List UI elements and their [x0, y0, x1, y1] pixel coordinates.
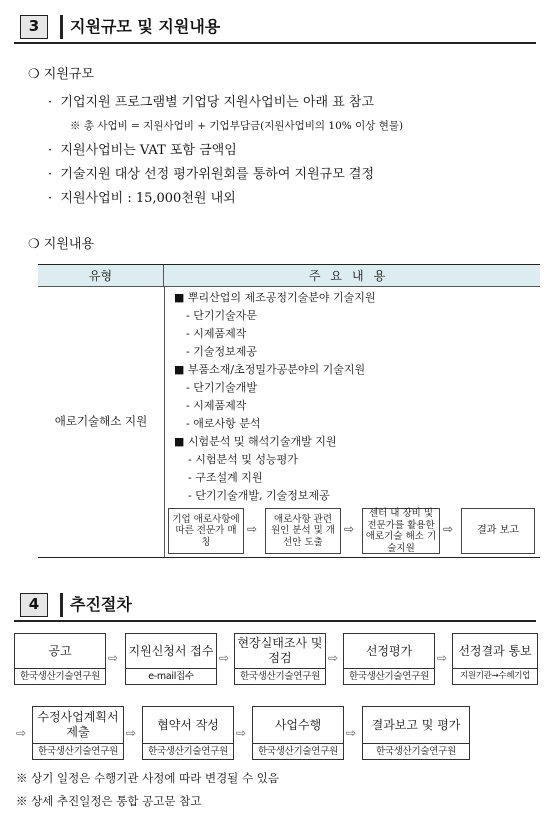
process-step-title: 선정결과 통보: [458, 643, 532, 658]
content-heading: [28, 236, 94, 254]
scale-bullet: [48, 190, 236, 208]
header-content: 주요내용: [308, 269, 396, 283]
content-line: - 애로사항 분석: [186, 417, 261, 430]
section-title: 지원규모 및 지원내용: [70, 17, 221, 36]
flow-step: 결과 보고: [461, 508, 535, 554]
dot-bullet-icon: ·: [48, 95, 53, 110]
content-line: - 시제품제작: [186, 399, 247, 412]
process-step-org: 한국생산기술연구원: [32, 743, 124, 760]
process-step-title: 현장실태조사 및 점검: [237, 636, 323, 665]
content-line: - 단기기술자문: [186, 309, 257, 322]
content-line: ■ 시험분석 및 해석기술개발 지원: [174, 435, 337, 448]
flow-step: 기업 애로사항에 따른 전문가 매칭: [168, 508, 244, 554]
arrow-right-icon: ⇨: [247, 522, 258, 536]
support-type: 애로기술해소 지원: [54, 414, 148, 428]
process-step-org: 한국생산기술연구원: [14, 668, 106, 685]
content-line: - 시제품제작: [186, 327, 247, 340]
process-step-org: 한국생산기술연구원: [252, 743, 344, 760]
process-step-title: 수정사업계획서 제출: [37, 710, 119, 739]
scale-bullet-text: 기업지원 프로그램별 기업당 지원사업비는 아래 표 참고: [60, 95, 375, 110]
arrow-right-icon: ⇨: [443, 522, 454, 536]
section-divider-bar: [60, 593, 63, 617]
circle-bullet-icon: ❍: [28, 67, 40, 82]
arrow-right-icon: ⇨: [346, 726, 357, 740]
content-line: - 기술정보제공: [186, 345, 257, 358]
dot-bullet-icon: ·: [48, 143, 53, 158]
process-step-title: 결과보고 및 평가: [371, 717, 461, 732]
scale-bullet: [48, 94, 374, 112]
scale-bullet-text: 지원사업비는 VAT 포함 금액임: [60, 143, 237, 158]
process-step: [14, 633, 106, 685]
dot-bullet-icon: ·: [48, 191, 53, 206]
process-step: [142, 706, 234, 760]
scale-bullet: [48, 142, 237, 160]
process-step-org: 한국생산기술연구원: [142, 743, 234, 760]
column-divider: [164, 287, 165, 557]
process-step-org: 한국생산기술연구원: [362, 743, 470, 760]
section-number: 4: [20, 593, 48, 617]
arrow-right-icon: ⇨: [236, 726, 247, 740]
content-line: - 시험분석 및 성능평가: [188, 453, 298, 466]
arrow-right-icon: ⇨: [16, 726, 27, 740]
process-step-title: 선정평가: [365, 643, 413, 658]
arrow-right-icon: ⇨: [126, 726, 137, 740]
process-step: [125, 633, 217, 685]
scale-note: ※ 총 사업비 = 지원사업비 + 기업부담금(지원사업비의 10% 이상 현물): [70, 120, 404, 132]
section-3-header: [14, 12, 536, 44]
process-step: [452, 633, 538, 685]
content-line: ■ 뿌리산업의 제조공정기술분야 기술지원: [174, 291, 376, 304]
process-step-title: 공고: [48, 643, 72, 658]
process-step: [362, 706, 470, 760]
content-heading-text: 지원내용: [43, 237, 95, 252]
process-step: [234, 633, 326, 685]
process-step: [32, 706, 124, 760]
content-line: - 단기기술개발, 기술정보제공: [188, 489, 330, 502]
scale-bullet-text: 기술지원 대상 선정 평가위원회를 통하여 지원규모 결정: [60, 167, 375, 182]
content-line: ■ 부품소재/초정밀가공분야의 기술지원: [174, 363, 366, 376]
footnote: ※ 상세 추진일정은 통합 공고문 참고: [16, 794, 202, 808]
scale-heading: [28, 66, 94, 84]
header-type: 유형: [38, 265, 164, 287]
scale-heading-text: 지원규모: [43, 67, 95, 82]
arrow-right-icon: ⇨: [437, 651, 448, 665]
process-step-title: 사업수행: [274, 717, 322, 732]
section-4-header: [14, 590, 536, 622]
footnote: ※ 상기 일정은 수행기관 사정에 따라 변경될 수 있음: [16, 771, 279, 785]
process-step-title: 협약서 작성: [157, 717, 219, 732]
scale-bullet-text: 지원사업비 : 15,000천원 내외: [60, 191, 236, 206]
flow-step: 애로사항 관련 원인 분석 및 개선안 도출: [265, 508, 341, 554]
process-step-org: 한국생산기술연구원: [234, 668, 326, 685]
content-line: - 구조설계 지원: [188, 471, 263, 484]
process-step-org: e-mail접수: [125, 668, 217, 685]
circle-bullet-icon: ❍: [28, 237, 40, 252]
process-step: [252, 706, 344, 760]
dot-bullet-icon: ·: [48, 167, 53, 182]
process-step: [343, 633, 435, 685]
arrow-right-icon: ⇨: [219, 651, 230, 665]
process-step-title: 지원신청서 접수: [128, 643, 214, 658]
process-step-org: 지원기관→수혜기업: [452, 668, 538, 685]
flow-step: 센터 내 장비 및 전문가를 활용한 애로기술 해소 기술지원: [362, 508, 440, 554]
scale-bullet: [48, 166, 374, 184]
process-step-org: 한국생산기술연구원: [343, 668, 435, 685]
section-title: 추진절차: [70, 595, 132, 614]
arrow-right-icon: ⇨: [344, 522, 355, 536]
table-header-row: [38, 265, 540, 287]
section-number: 3: [20, 15, 48, 39]
arrow-right-icon: ⇨: [328, 651, 339, 665]
section-divider-bar: [60, 15, 63, 39]
arrow-right-icon: ⇨: [108, 651, 119, 665]
content-line: - 단기기술개발: [186, 381, 257, 394]
